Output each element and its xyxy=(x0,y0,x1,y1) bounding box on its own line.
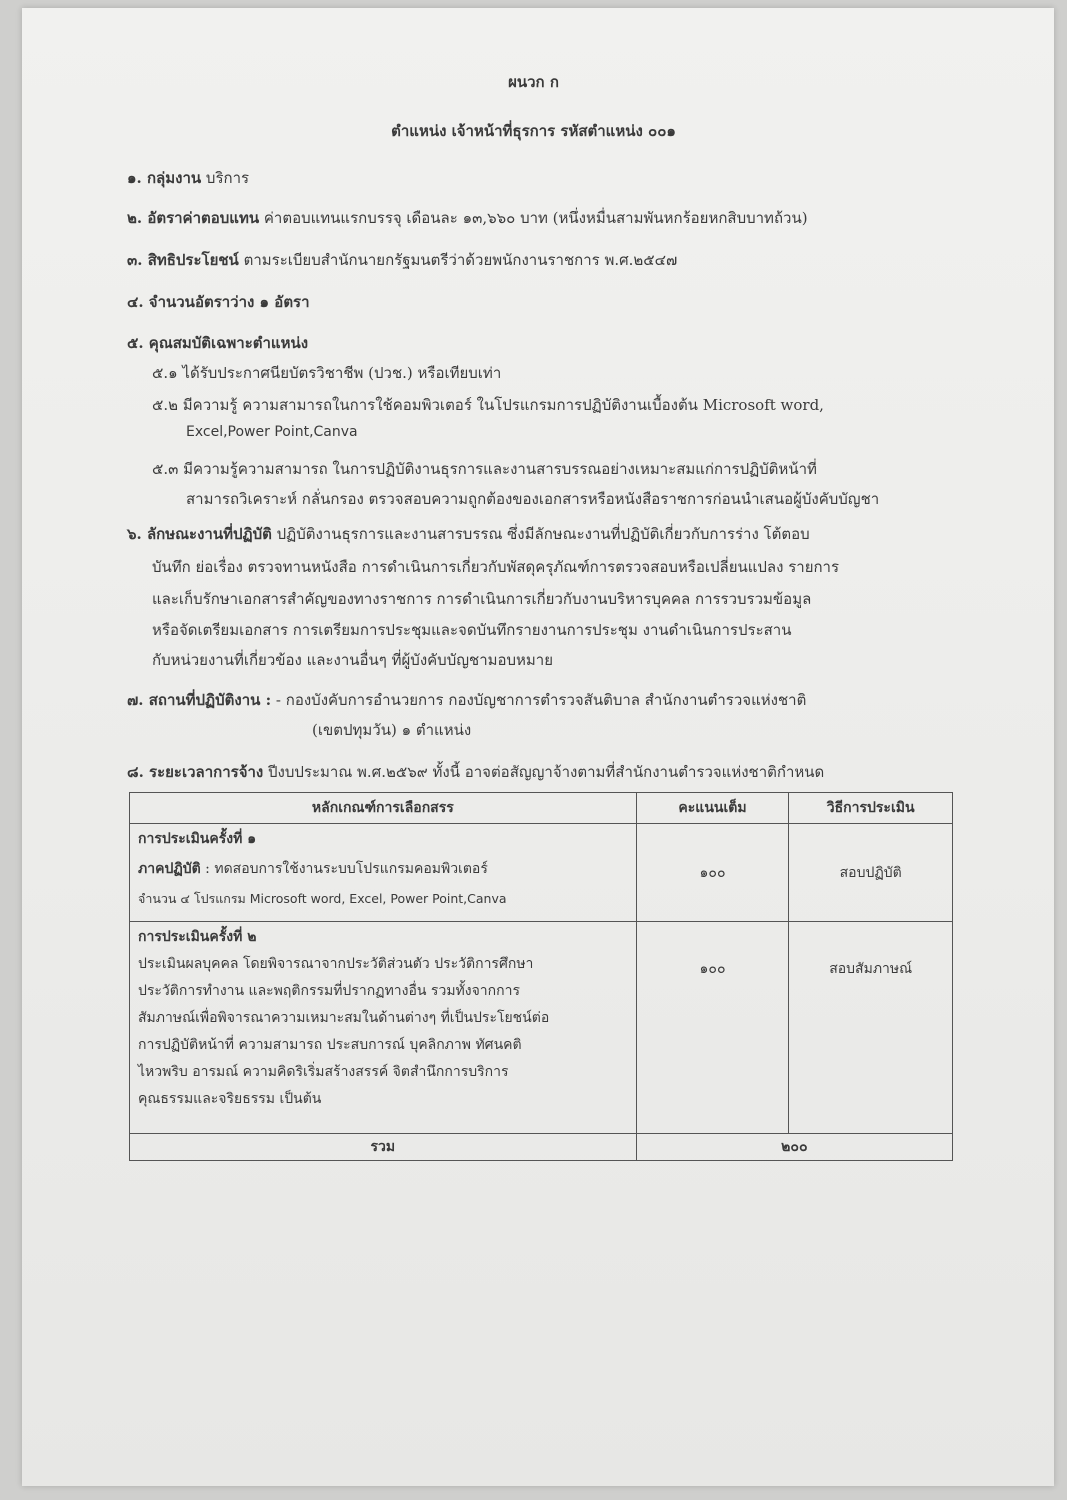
total-label: รวม xyxy=(130,1134,637,1161)
item-5-2-line1: ๕.๒ มีความรู้ ความสามารถในการใช้คอมพิวเตอร์ ในโปรแกรมการปฏิบัติงานเบื้องต้น Microsoft word, xyxy=(152,396,824,414)
item-5-3-line2: สามารถวิเคราะห์ กลั่นกรอง ตรวจสอบความถูกต้องของเอกสารหรือหนังสือราชการก่อนนำเสนอผู้บังคับบัญชา xyxy=(186,490,880,508)
item-6-line5: กับหน่วยงานที่เกี่ยวข้อง และงานอื่นๆ ที่ผู้บังคับบัญชามอบหมาย xyxy=(152,651,554,669)
item-3-label: ๓. สิทธิประโยชน์ xyxy=(127,251,239,269)
row1-detail: จำนวน ๔ โปรแกรม Microsoft word, Excel, Power Point,Canva xyxy=(138,891,507,906)
item-7-label: ๗. สถานที่ปฏิบัติงาน : xyxy=(127,691,272,709)
item-5-3-line1: ๕.๓ มีความรู้ความสามารถ ในการปฏิบัติงานธุรการและงานสารบรรณอย่างเหมาะสมแก่การปฏิบัติหน้าที่ xyxy=(152,460,817,478)
selection-criteria-table xyxy=(129,792,953,1161)
item-4: ๔. จำนวนอัตราว่าง ๑ อัตรา xyxy=(127,293,310,311)
item-5-2-line2: Excel,Power Point,Canva xyxy=(186,424,358,440)
row2-criteria xyxy=(130,922,637,1134)
row1-sub-text: : ทดสอบการใช้งานระบบโปรแกรมคอมพิวเตอร์ xyxy=(200,861,488,877)
row1-sub-label: ภาคปฏิบัติ xyxy=(138,861,201,877)
item-2-text: ค่าตอบแทนแรกบรรจุ เดือนละ ๑๓,๖๖๐ บาท (หนึ่งหมื่นสามพันหกร้อยหกสิบบาทถ้วน) xyxy=(263,209,808,227)
table-row xyxy=(130,922,953,1134)
item-3 xyxy=(127,248,677,272)
header-score: คะแนนเต็ม xyxy=(636,793,789,824)
header-method: วิธีการประเมิน xyxy=(789,793,953,824)
row2-score: ๑๐๐ xyxy=(636,922,789,1134)
item-1-text: บริการ xyxy=(205,169,250,187)
item-6-line2: บันทึก ย่อเรื่อง ตรวจทานหนังสือ การดำเนินการเกี่ยวกับพัสดุครุภัณฑ์การตรวจสอบหรือเปลี่ยนแปลง รายการ xyxy=(152,558,840,576)
item-7-text: - กองบังคับการอำนวยการ กองบัญชาการตำรวจสันติบาล สำนักงานตำรวจแห่งชาติ xyxy=(275,691,807,709)
item-6-line1 xyxy=(127,522,810,546)
item-8-label: ๘. ระยะเวลาการจ้าง xyxy=(127,763,264,781)
total-value: ๒๐๐ xyxy=(636,1134,952,1161)
item-6-text: ปฏิบัติงานธุรการและงานสารบรรณ ซึ่งมีลักษณะงานที่ปฏิบัติเกี่ยวกับการร่าง โต้ตอบ xyxy=(276,525,810,543)
table-header-row xyxy=(130,793,953,824)
item-3-text: ตามระเบียบสำนักนายกรัฐมนตรีว่าด้วยพนักงานราชการ พ.ศ.๒๕๔๗ xyxy=(243,251,678,269)
item-6-label: ๖. ลักษณะงานที่ปฏิบัติ xyxy=(127,525,272,543)
item-1 xyxy=(127,166,249,190)
item-2-label: ๒. อัตราค่าตอบแทน xyxy=(127,209,260,227)
row1-method: สอบปฏิบัติ xyxy=(789,824,953,922)
item-1-label: ๑. กลุ่มงาน xyxy=(127,169,202,187)
row1-criteria xyxy=(130,824,637,922)
appendix-heading: ผนวก ก xyxy=(508,73,559,91)
table-total-row xyxy=(130,1134,953,1161)
row2-method: สอบสัมภาษณ์ xyxy=(789,922,953,1134)
position-title: ตำแหน่ง เจ้าหน้าที่ธุรการ รหัสตำแหน่ง ๐๐๑ xyxy=(391,122,676,140)
row1-title: การประเมินครั้งที่ ๑ xyxy=(138,831,257,847)
item-5-1: ๕.๑ ได้รับประกาศนียบัตรวิชาชีพ (ปวช.) หรือเทียบเท่า xyxy=(152,364,502,382)
row2-line4: การปฏิบัติหน้าที่ ความสามารถ ประสบการณ์ บุคลิกภาพ ทัศนคติ xyxy=(138,1037,522,1053)
item-5-label: ๕. คุณสมบัติเฉพาะตำแหน่ง xyxy=(127,334,309,352)
item-6-line3: และเก็บรักษาเอกสารสำคัญของทางราชการ การดำเนินการเกี่ยวกับงานบริหารบุคคล การรวบรวมข้อมูล xyxy=(152,590,812,608)
item-8 xyxy=(127,760,824,784)
item-7-line1 xyxy=(127,688,806,712)
header-criteria: หลักเกณฑ์การเลือกสรร xyxy=(130,793,637,824)
item-2 xyxy=(127,206,808,230)
row1-score: ๑๐๐ xyxy=(636,824,789,922)
item-8-text: ปีงบประมาณ พ.ศ.๒๕๖๙ ทั้งนี้ อาจต่อสัญญาจ้างตามที่สำนักงานตำรวจแห่งชาติกำหนด xyxy=(268,763,825,781)
row2-line2: ประวัติการทำงาน และพฤติกรรมที่ปรากฏทางอื่น รวมทั้งจากการ xyxy=(138,983,521,999)
item-6-line4: หรือจัดเตรียมเอกสาร การเตรียมการประชุมและจดบันทึกรายงานการประชุม งานดำเนินการประสาน xyxy=(152,621,792,639)
row2-line6: คุณธรรมและจริยธรรม เป็นต้น xyxy=(138,1091,322,1107)
row2-line3: สัมภาษณ์เพื่อพิจารณาความเหมาะสมในด้านต่างๆ ที่เป็นประโยชน์ต่อ xyxy=(138,1010,550,1026)
row2-title: การประเมินครั้งที่ ๒ xyxy=(138,929,257,945)
item-7-line2: (เขตปทุมวัน) ๑ ตำแหน่ง xyxy=(312,721,472,739)
row2-line5: ไหวพริบ อารมณ์ ความคิดริเริ่มสร้างสรรค์ จิตสำนึกการบริการ xyxy=(138,1064,509,1080)
row2-line1: ประเมินผลบุคคล โดยพิจารณาจากประวัติส่วนตัว ประวัติการศึกษา xyxy=(138,956,534,972)
table-row xyxy=(130,824,953,922)
row1-subline xyxy=(138,853,628,885)
